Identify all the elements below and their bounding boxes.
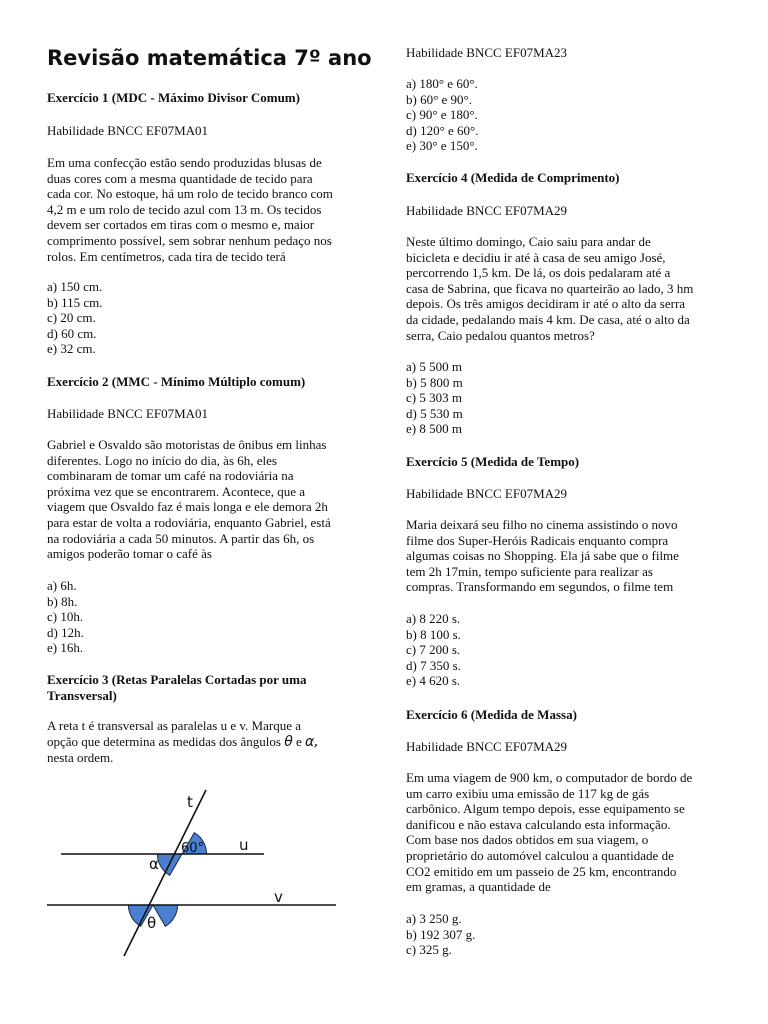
ex2-options [47, 578, 84, 656]
ex5-line: tem 2h 17min, tempo suficiente para realizar as [406, 563, 653, 579]
ex2-line: combinaram de tomar um café na rodoviária na [47, 468, 294, 484]
label-u: u [239, 836, 249, 854]
ex1-line: duas cores com a mesma quantidade de tecido para [47, 170, 313, 186]
ex5-option-d: d) 7 350 s. [406, 657, 461, 673]
ex3-line [47, 734, 319, 751]
ex4-option-c: c) 5 303 m [406, 390, 462, 406]
ex1-option-e: e) 32 cm. [47, 341, 96, 357]
ex2-option-d: d) 12h. [47, 624, 84, 640]
ex3-line: A reta t é transversal as paralelas u e v. Marque a [47, 718, 301, 733]
ex3-options [406, 76, 479, 154]
ex1-statement [47, 155, 333, 264]
ex4-line: bicicleta e decidiu ir até à casa de seu amigo José, [406, 249, 666, 265]
ex2-option-c: c) 10h. [47, 609, 84, 625]
ex1-option-c: c) 20 cm. [47, 310, 96, 326]
ex6-options [406, 911, 475, 958]
ex3-skill: Habilidade BNCC EF07MA23 [406, 45, 568, 60]
ex6-option-b: b) 192 307 g. [406, 926, 476, 942]
ex5-line: algumas coisas no Shopping. Ela já sabe que o filme [406, 548, 679, 564]
ex1-line: devem ser cortados em tiras com o mesmo e, maior [47, 217, 315, 233]
ex4-option-b: b) 5 800 m [406, 374, 463, 390]
ex5-skill: Habilidade BNCC EF07MA29 [406, 486, 568, 501]
ex2-line: amigos poderão tomar o café às [47, 546, 212, 562]
ex4-option-e: e) 8 500 m [406, 421, 462, 437]
theta-symbol: θ [284, 733, 293, 750]
ex6-heading: Exercício 6 (Medida de Massa) [406, 707, 577, 722]
ex5-option-a: a) 8 220 s. [406, 611, 461, 626]
label-theta: θ [147, 914, 157, 932]
ex6-statement [406, 770, 692, 895]
ex2-statement [47, 437, 331, 562]
ex1-line: rolos. Em centímetros, cada tira de tecido terá [47, 248, 286, 264]
ex5-option-e: e) 4 620 s. [406, 673, 461, 689]
ex2-line: próxima vez que se encontrarem. Acontece, que a [47, 483, 306, 499]
ex1-option-d: d) 60 cm. [47, 325, 97, 341]
ex1-option-a: a) 150 cm. [47, 279, 103, 294]
ex2-line: diferentes. Logo no início do dia, às 6h, eles [47, 452, 277, 468]
ex3-option-c: c) 90° e 180°. [406, 107, 478, 123]
ex6-line: em gramas, a quantidade de [406, 879, 551, 895]
ex3-line-text: opção que determina as medidas dos ângulos [47, 733, 281, 749]
alpha-symbol: α, [305, 733, 319, 750]
ex3-conj: e [296, 733, 302, 749]
ex6-line: Em uma viagem de 900 km, o computador de bordo de [406, 770, 693, 785]
ex6-line: carbônico. Algum tempo depois, esse equipamento se [406, 801, 685, 817]
ex2-line: na rodoviária a cada 50 minutos. A partir das 6h, os [47, 530, 315, 546]
ex3-option-b: b) 60° e 90°. [406, 91, 472, 107]
ex4-line: Neste último domingo, Caio saiu para andar de [406, 234, 651, 249]
ex6-option-a: a) 3 250 g. [406, 911, 462, 926]
ex5-line: Maria deixará seu filho no cinema assistindo o novo [406, 517, 678, 532]
ex4-statement [406, 234, 693, 343]
ex5-options [406, 611, 461, 689]
ex4-option-a: a) 5 500 m [406, 359, 462, 374]
ex6-option-c: c) 325 g. [406, 942, 452, 958]
ex4-line: casa de Sabrina, que ficava no quarteirão ao lado, 3 hm [406, 280, 694, 296]
ex1-skill: Habilidade BNCC EF07MA01 [47, 123, 209, 138]
label-alpha: α [149, 855, 159, 873]
ex5-heading: Exercício 5 (Medida de Tempo) [406, 454, 580, 469]
ex2-heading: Exercício 2 (MMC - Mínimo Múltiplo comum) [47, 374, 306, 389]
ex3-line: nesta ordem. [47, 750, 114, 766]
ex3-statement [47, 718, 319, 766]
ex4-line: depois. Os três amigos decidiram ir até o alto da serra [406, 296, 686, 312]
ex2-option-e: e) 16h. [47, 640, 84, 656]
ex5-option-b: b) 8 100 s. [406, 626, 461, 642]
angle-theta-right-sector [153, 905, 178, 926]
ex1-line: comprimento possível, sem sobrar nenhum pedaço nos [47, 232, 332, 248]
ex2-line: viagem que Osvaldo faz é mais longa e ele demora 2h [47, 499, 328, 515]
ex4-options [406, 359, 463, 437]
ex3-option-d: d) 120° e 60°. [406, 122, 479, 138]
ex5-option-c: c) 7 200 s. [406, 642, 461, 658]
label-t: t [187, 793, 193, 811]
ex5-line: filme dos Super-Heróis Radicais enquanto compra [406, 532, 669, 548]
ex1-heading: Exercício 1 (MDC - Máximo Divisor Comum) [47, 90, 300, 105]
page-title: Revisão matemática 7º ano [47, 46, 372, 70]
ex6-line: um carro exibiu uma emissão de 117 kg de gás [406, 785, 650, 801]
ex2-option-a: a) 6h. [47, 578, 77, 593]
line-t [124, 790, 206, 956]
parallel-lines-figure [42, 780, 282, 970]
ex3-heading: Exercício 3 (Retas Paralelas Cortadas por uma Transversal) [47, 672, 307, 703]
ex5-statement [406, 517, 679, 595]
ex4-line: da cidade, pedalando mais 4 km. De casa, até o alto da [406, 311, 690, 327]
ex4-line: percorrendo 1,5 km. De lá, os dois pedalaram até a [406, 265, 671, 281]
ex6-skill: Habilidade BNCC EF07MA29 [406, 739, 568, 754]
ex4-heading: Exercício 4 (Medida de Comprimento) [406, 170, 620, 185]
ex2-line: para estar de volta a rodoviária, enquanto Gabriel, está [47, 514, 331, 530]
ex5-line: compras. Transformando em segundos, o filme tem [406, 579, 674, 595]
ex6-line: proprietário do automóvel calculou a quantidade de [406, 847, 674, 863]
ex2-skill: Habilidade BNCC EF07MA01 [47, 406, 209, 421]
ex4-skill: Habilidade BNCC EF07MA29 [406, 203, 568, 218]
ex6-line: Com base nos dados obtidos em sua viagem, o [406, 832, 649, 848]
label-60-degrees: 60° [181, 841, 205, 856]
ex1-option-b: b) 115 cm. [47, 294, 103, 310]
ex2-line: Gabriel e Osvaldo são motoristas de ônibus em linhas [47, 437, 327, 452]
ex1-line: Em uma confecção estão sendo produzidas blusas de [47, 155, 322, 170]
ex3-option-a: a) 180° e 60°. [406, 76, 478, 91]
ex2-option-b: b) 8h. [47, 593, 78, 609]
ex6-line: CO2 emitido em um passeio de 25 km, encontrando [406, 863, 677, 879]
label-v: v [274, 888, 283, 906]
ex1-options [47, 279, 102, 357]
ex3-option-e: e) 30° e 150°. [406, 138, 478, 154]
ex4-line: serra, Caio pedalou quantos metros? [406, 327, 595, 343]
ex6-line: danificou e não estava calculando esta informação. [406, 816, 671, 832]
ex1-line: cada cor. No estoque, há um rolo de tecido branco com [47, 186, 333, 202]
ex1-line: 4,2 m e um rolo de tecido azul com 13 m. Os tecidos [47, 201, 322, 217]
ex4-option-d: d) 5 530 m [406, 405, 463, 421]
